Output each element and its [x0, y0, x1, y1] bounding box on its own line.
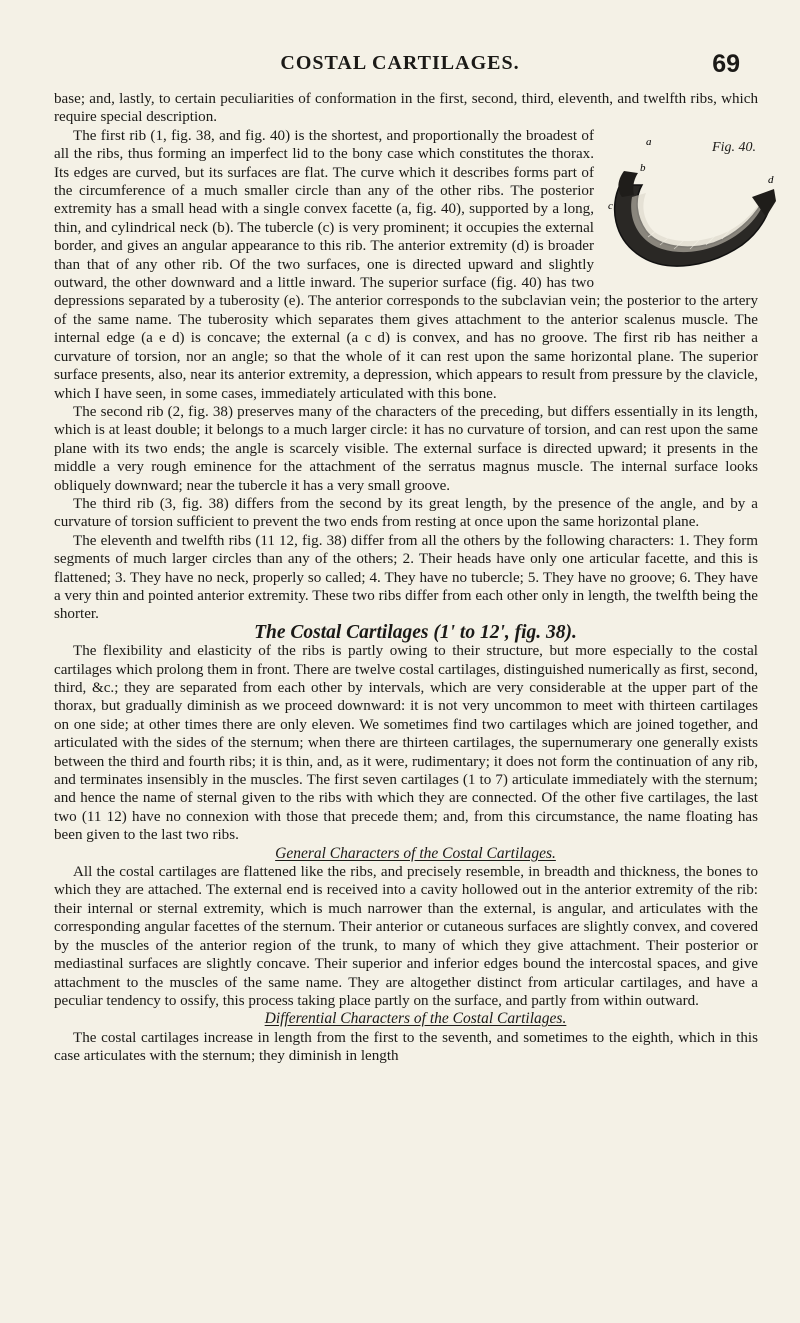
paragraph-costal-cartilages: The flexibility and elasticity of the ribs is partly owing to their structure, but more especially to the costal cartilages which prolong them in front. There are twelve costal cartilages, distinguished numerically as first, second, third, &c.; they are separated from each other by intervals, which are very considerable at the upper part of the thorax, but gradually diminish as we proceed downward: it is not very uncommon to meet with thirteen cartilages on one side; at other times there are only eleven. We sometimes find two cartilages which are joined together, and articulated with the sides of the sternum; when there are thirteen cartilages, the supernumerary one generally exists between the third and fourth ribs; it is thin, and, as it were, rudimentary; it does not form the continuation of any rib, and terminates insensibly in the muscles. The first seven cartilages (1 to 7) articulate immediately with the sternum; and hence the name of sternal given to the ribs with which they are connected. Of the other five cartilages, the last two (11 12) have no connexion with those that precede them; and, from this circumstance, the name floating has been given to the last two ribs. [54, 643, 758, 844]
subheading-general-characters [54, 845, 758, 863]
body-text [54, 90, 774, 1066]
page-number: 69 [712, 50, 740, 78]
running-title: COSTAL CARTILAGES. [280, 52, 520, 74]
figure-letter-e: e [722, 213, 727, 226]
subheading-general-characters-text: General Characters of the Costal Cartilages. [275, 844, 556, 862]
paragraph-third-rib: The third rib (3, fig. 38) differs from the second by its great length, by the presence of the angle, and by a curvature of torsion sufficient to prevent the two ends from resting at once upon the same horizontal plane. [54, 495, 758, 531]
paragraph-intro-continuation: base; and, lastly, to certain peculiarities of conformation in the first, second, third, eleventh, and twelfth ribs, which require special description. [54, 91, 758, 126]
paragraph-differential-characters: The costal cartilages increase in length from the first to the seventh, and sometimes to the eighth, which in this case articulates with the sternum; they diminish in length [54, 1029, 758, 1065]
figure-letter-b: b [640, 161, 646, 174]
subheading-differential-characters [54, 1010, 758, 1028]
figure-letter-d: d [768, 173, 774, 186]
section-heading-costal-cartilages: The Costal Cartilages (1' to 12', fig. 38). [254, 621, 577, 643]
figure-40 [602, 127, 778, 281]
paragraph-eleventh-twelfth-ribs: The eleventh and twelfth ribs (11 12, fig. 38) differ from all the others by the following characters: 1. They form segments of much larger circles than any of the others; 2. Their heads have only one articular facette, and this is flattened; 3. They have no neck, properly so called; 4. They have no tubercle; 5. They have no groove; 6. They have a very thin and pointed anterior extremity. These two ribs differ from each other only in length, the twelfth being the shorter. [54, 532, 758, 623]
figure-letter-a: a [646, 135, 652, 148]
paragraph-second-rib: The second rib (2, fig. 38) preserves many of the characters of the preceding, but differs essentially in its length, which is at least double; it belongs to a much larger circle: it has no curvature of torsion, and can rest upon the same plane with its two ends; the angle is scarcely visible. The external surface is directed upward; it presents in the middle a very rough eminence for the attachment of the serratus magnus muscle. The internal surface looks obliquely downward; near the tubercle it has a very small groove. [54, 403, 758, 494]
paragraph-first-rib: The first rib (1, fig. 38, and fig. 40) is the shortest, and proportionally the broadest of all the ribs, thus forming an imperfect lid to the bony case which constitutes the thorax. Its edges are curved, but its surfaces are flat. The curve which it describes forms part of the circumference of a much smaller circle than any of the other ribs. The posterior extremity has a small head with a single convex facette (a, fig. 40), supported by a long, thin, and cylindrical neck (b). The tubercle (c) is very prominent; it occupies the external border, and gives an angular appearance to this rib. The anterior extremity (d) is broader than that of any other rib. Of the two surfaces, one is directed upward and slightly outward, the other downward and a little inward. The superior surface (fig. 40) has two depressions separated by a tuberosity (e). The anterior corresponds to the subclavian vein; the posterior to the artery of the same name. The tuberosity which separates them gives attachment to the anterior scalenus muscle. The internal edge (a e d) is concave; the external (a c d) is convex, and has no groove. The first rib has neither a curvature of torsion, nor an angle; so that the whole of it can rest upon the same horizontal plane. The superior surface presents, also, near its anterior extremity, a depression, which appears to result from pressure by the clavicle, which I have seen, in some cases, immediately articulated with this bone. [54, 127, 758, 402]
figure-letter-c: c [608, 199, 613, 212]
figure-caption: Fig. 40. [712, 139, 756, 155]
page-header [0, 52, 800, 82]
subheading-differential-characters-text: Differential Characters of the Costal Cartilages. [264, 1010, 567, 1028]
paragraph-general-characters: All the costal cartilages are flattened like the ribs, and precisely resemble, in breadth and thickness, the bones to which they are attached. The external end is received into a cavity hollowed out in the anterior extremity of the rib: their internal or sternal extremity, which is much narrower than the external, is angular, and articulates with the corresponding angular facettes of the sternum. Their anterior or cutaneous surfaces are slightly convex, and covered by the muscles of the anterior region of the trunk, to many of which they give attachment. Their posterior or mediastinal surfaces are slightly concave. Their superior and inferior edges bound the intercostal spaces, and give attachment to the muscles of the same name. They are altogether distinct from articular cartilages, and have a peculiar tendency to ossify, this process taking place partly on the surface, and partly from within outward. [54, 864, 758, 1009]
